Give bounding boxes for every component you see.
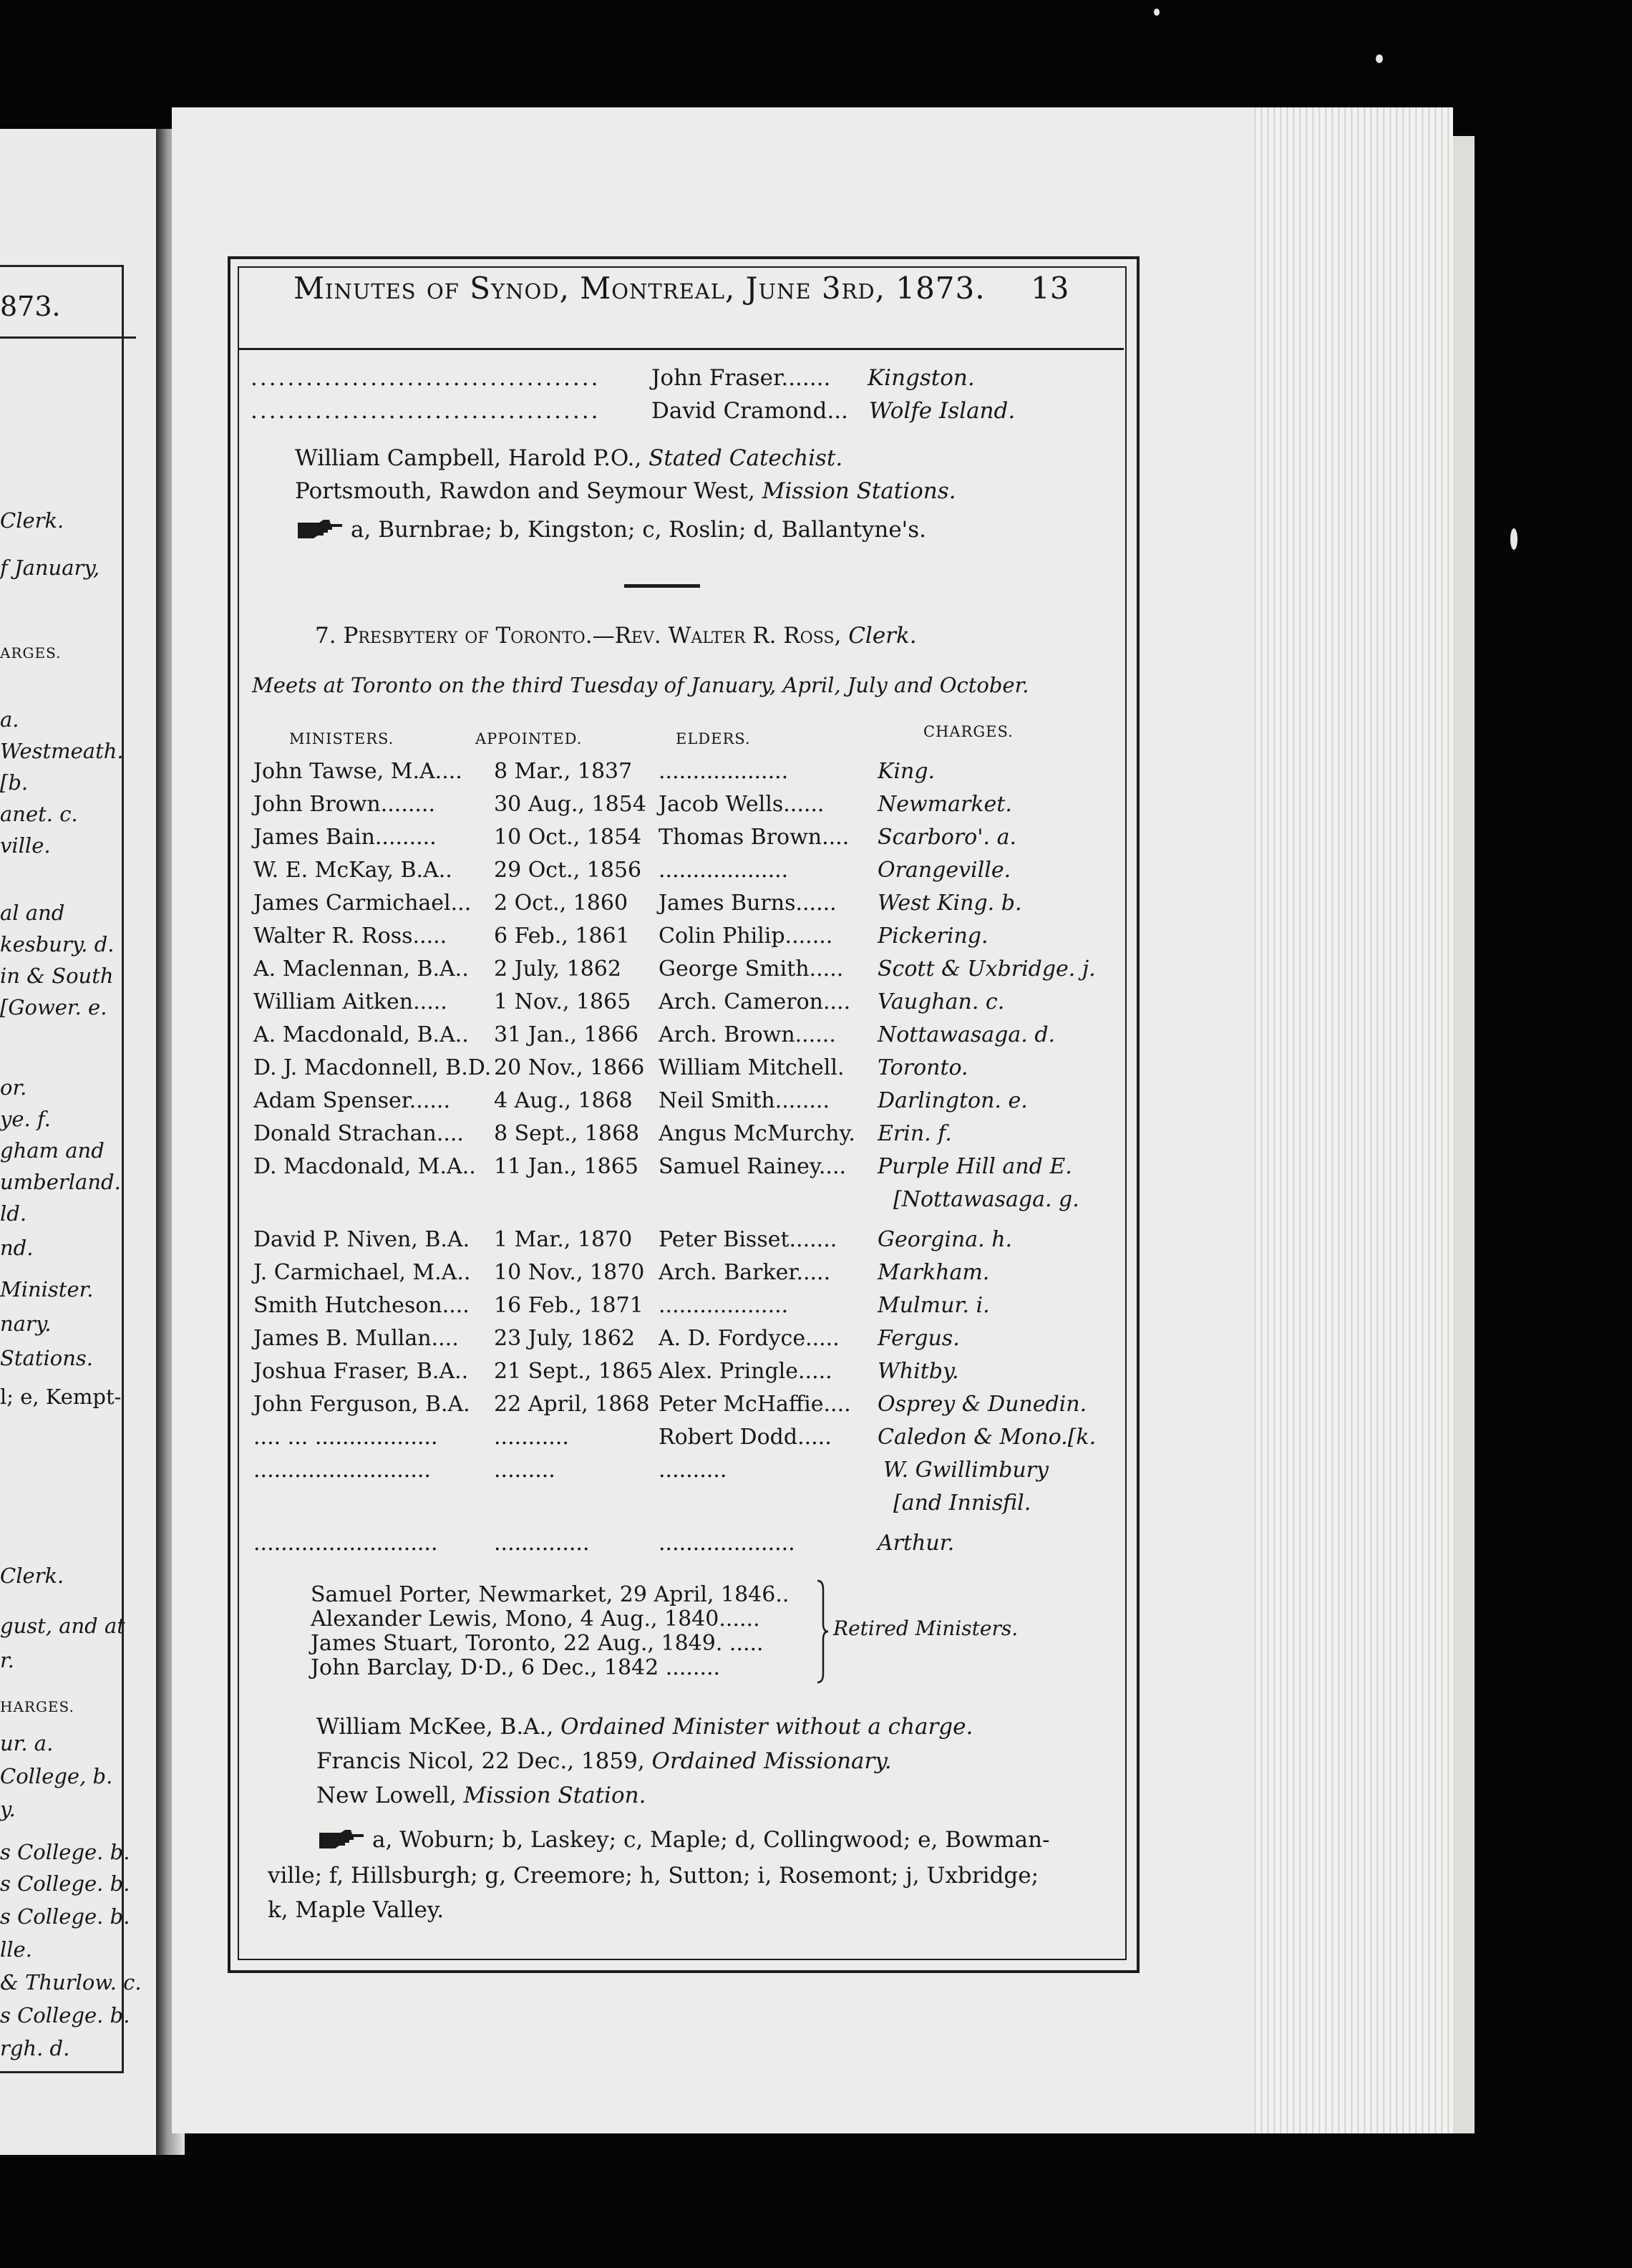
appointed-date: 23 July, 1862: [494, 1326, 636, 1351]
charge-name: Wolfe Island.: [869, 398, 1016, 424]
header-rule: [239, 348, 1124, 350]
retired-minister: James Stuart, Toronto, 22 Aug., 1849. .....: [311, 1631, 764, 1656]
charge-name: [Nottawasaga. g.: [893, 1187, 1079, 1212]
left-page-line: HARGES.: [0, 1698, 74, 1715]
mission-stations-line: [295, 478, 956, 504]
left-page-line: s College. b.: [0, 1840, 130, 1864]
left-page-line: & Thurlow. c.: [0, 1970, 142, 1995]
charge-name: Toronto.: [878, 1055, 968, 1080]
retired-label: Retired Ministers.: [833, 1617, 1019, 1640]
minister-name: Donald Strachan....: [253, 1121, 464, 1146]
catechist-role: Stated Catechist.: [649, 445, 843, 471]
minister-name: A. Maclennan, B.A..: [253, 956, 469, 982]
left-page-line: Westmeath.: [0, 739, 124, 763]
appointed-date: 2 Oct., 1860: [494, 891, 628, 916]
appointed-date: 4 Aug., 1868: [494, 1088, 633, 1113]
kingston-key: a, Burnbrae; b, Kingston; c, Roslin; d, Ballantyne's.: [351, 517, 926, 543]
minister-name: John Brown........: [253, 792, 436, 817]
charge-name: Purple Hill and E.: [878, 1154, 1072, 1179]
left-page-line: s College. b.: [0, 1871, 130, 1896]
charge-name: Arthur.: [878, 1531, 955, 1556]
charge-name: Scarboro'. a.: [878, 825, 1016, 850]
minister-name: William Aitken.....: [253, 989, 447, 1014]
left-page-frame: [0, 265, 124, 2073]
appointed-date: 2 July, 1862: [494, 956, 621, 982]
column-header-ministers: MINISTERS.: [289, 730, 394, 747]
appointed-date: 1 Mar., 1870: [494, 1227, 633, 1252]
charge-name: Orangeville.: [878, 858, 1011, 883]
elder-name: Angus McMurchy.: [659, 1121, 855, 1146]
presbytery-heading: [315, 623, 917, 649]
left-page-line: ur. a.: [0, 1731, 54, 1755]
left-page-line: s College. b.: [0, 1904, 130, 1929]
appointed-date: .........: [494, 1458, 555, 1483]
left-page-line: ville.: [0, 833, 51, 858]
toronto-key-line: [316, 1827, 1050, 1853]
appointed-date: 16 Feb., 1871: [494, 1293, 643, 1318]
left-facing-page: [0, 129, 159, 2155]
left-page-line: [Gower. e.: [0, 995, 107, 1019]
appointed-date: 29 Oct., 1856: [494, 858, 642, 883]
elder-name: James Burns......: [659, 891, 837, 916]
charge-name: Osprey & Dunedin.: [878, 1392, 1087, 1417]
left-page-line: nd.: [0, 1236, 34, 1260]
appointed-date: 11 Jan., 1865: [494, 1154, 638, 1179]
charge-name: Caledon & Mono.[k.: [878, 1425, 1097, 1450]
note-name: William McKee, B.A.,: [316, 1714, 561, 1740]
left-page-line: a.: [0, 707, 19, 732]
note-name: New Lowell,: [316, 1783, 464, 1808]
elder-name: Thomas Brown....: [659, 825, 850, 850]
note-desc: Mission Station.: [463, 1783, 646, 1808]
elder-name: George Smith.....: [659, 956, 844, 982]
left-page-line: s College. b.: [0, 2003, 130, 2027]
appointed-date: 1 Nov., 1865: [494, 989, 631, 1014]
left-page-line: ye. f.: [0, 1107, 51, 1131]
toronto-key-line: k, Maple Valley.: [268, 1897, 445, 1923]
appointed-date: 10 Nov., 1870: [494, 1260, 645, 1285]
minister-name: D. Macdonald, M.A..: [253, 1154, 476, 1179]
elder-name: John Fraser.......: [651, 365, 831, 391]
left-page-line: al and: [0, 901, 65, 925]
elder-name: Arch. Barker.....: [659, 1260, 831, 1285]
appointed-date: 8 Mar., 1837: [494, 759, 633, 784]
note-desc: Ordained Missionary.: [651, 1748, 892, 1774]
minister-name: ..........................: [253, 1458, 431, 1483]
elder-name: William Mitchell.: [659, 1055, 845, 1080]
left-page-line: College, b.: [0, 1764, 113, 1788]
charge-name: Fergus.: [878, 1326, 960, 1351]
elder-name: ..........: [659, 1458, 727, 1483]
left-page-line: ARGES.: [0, 644, 62, 662]
elder-name: Jacob Wells......: [659, 792, 825, 817]
charge-name: Mulmur. i.: [878, 1293, 990, 1318]
charge-name: West King. b.: [878, 891, 1022, 916]
appointed-date: 30 Aug., 1854: [494, 792, 646, 817]
elder-name: ....................: [659, 1531, 795, 1556]
left-page-line: rgh. d.: [0, 2036, 70, 2060]
meeting-schedule: Meets at Toronto on the third Tuesday of January, April, July and October.: [252, 673, 1029, 697]
charge-name: Kingston.: [868, 365, 975, 391]
left-page-line: umberland.: [0, 1170, 121, 1194]
left-page-line: [b.: [0, 770, 29, 795]
minister-name: James Bain.........: [253, 825, 437, 850]
minister-name: David P. Niven, B.A.: [253, 1227, 470, 1252]
elder-name: Alex. Pringle.....: [659, 1359, 832, 1384]
toronto-key-line: ville; f, Hillsburgh; g, Creemore; h, Sutton; i, Rosemont; j, Uxbridge;: [268, 1863, 1039, 1889]
elder-name: Peter Bisset.......: [659, 1227, 837, 1252]
catechist-line: [295, 445, 842, 471]
charge-name: Vaughan. c.: [878, 989, 1005, 1014]
minister-name: W. E. McKay, B.A..: [253, 858, 452, 883]
charge-name: [and Innisfil.: [893, 1491, 1031, 1516]
elder-name: Samuel Rainey....: [659, 1154, 847, 1179]
mission-label: Mission Stations.: [762, 478, 956, 504]
left-page-line: gust, and at: [0, 1614, 125, 1638]
left-page-line: r.: [0, 1648, 14, 1672]
note-name: Francis Nicol, 22 Dec., 1859,: [316, 1748, 652, 1774]
mission-places: Portsmouth, Rawdon and Seymour West,: [295, 478, 762, 504]
page-block-edges: [1224, 107, 1453, 2133]
charge-name: Georgina. h.: [878, 1227, 1013, 1252]
running-head: Minutes of Synod, Montreal, June 3rd, 1873.: [293, 271, 986, 306]
minister-name: Smith Hutcheson....: [253, 1293, 470, 1318]
elder-name: Colin Philip.......: [659, 924, 833, 949]
page-number: 13: [1031, 271, 1069, 306]
minister-name: A. Macdonald, B.A..: [253, 1022, 469, 1047]
left-page-line: anet. c.: [0, 802, 78, 826]
left-page-line: Clerk.: [0, 508, 64, 533]
note-desc: Ordained Minister without a charge.: [560, 1714, 973, 1740]
left-page-line: kesbury. d.: [0, 932, 115, 956]
elder-name: ...................: [659, 759, 789, 784]
note-line: [316, 1783, 646, 1808]
appointed-date: 10 Oct., 1854: [494, 825, 642, 850]
retired-minister: Alexander Lewis, Mono, 4 Aug., 1840......: [311, 1606, 760, 1632]
charge-name: King.: [878, 759, 936, 784]
retired-minister: John Barclay, D·D., 6 Dec., 1842 ........: [311, 1655, 721, 1680]
appointed-date: 22 April, 1868: [494, 1392, 650, 1417]
kingston-key-line: [295, 517, 926, 543]
note-line: [316, 1748, 892, 1774]
left-page-year: 873.: [0, 291, 61, 322]
elder-name: A. D. Fordyce.....: [659, 1326, 840, 1351]
appointed-date: 20 Nov., 1866: [494, 1055, 645, 1080]
minister-name: Joshua Fraser, B.A..: [253, 1359, 469, 1384]
left-page-line: ld.: [0, 1201, 27, 1226]
minister-name: James Carmichael...: [253, 891, 472, 916]
background-speck: [1510, 528, 1517, 550]
elder-name: Arch. Brown......: [659, 1022, 836, 1047]
appointed-date: ..............: [494, 1531, 590, 1556]
catechist-name: William Campbell, Harold P.O.,: [295, 445, 649, 471]
left-page-line: gham and: [0, 1138, 105, 1163]
elder-name: Robert Dodd.....: [659, 1425, 832, 1450]
elder-name: David Cramond...: [651, 398, 848, 424]
retired-minister: Samuel Porter, Newmarket, 29 April, 1846..: [311, 1582, 790, 1607]
presbytery-number: 7.: [315, 623, 344, 649]
left-page-line: or.: [0, 1075, 27, 1100]
left-page-line: Stations.: [0, 1346, 93, 1370]
note-line: [316, 1714, 973, 1740]
charge-name: Pickering.: [878, 924, 989, 949]
left-page-line: l; e, Kempt-: [0, 1385, 122, 1409]
appointed-date: 21 Sept., 1865: [494, 1359, 654, 1384]
elder-name: ...................: [659, 858, 789, 883]
background-speck: [1376, 54, 1383, 63]
charge-name: Nottawasaga. d.: [878, 1022, 1056, 1047]
presbytery-clerk: Clerk.: [848, 623, 917, 649]
column-header-elders: ELDERS.: [676, 730, 751, 747]
minister-name: ...........................: [253, 1531, 438, 1556]
left-page-line: Clerk.: [0, 1564, 64, 1588]
appointed-date: 31 Jan., 1866: [494, 1022, 638, 1047]
appointed-date: ...........: [494, 1425, 569, 1450]
minister-name: J. Carmichael, M.A..: [253, 1260, 471, 1285]
elder-name: Peter McHaffie....: [659, 1392, 851, 1417]
dot-leader: ......................................: [251, 365, 601, 391]
section-divider: [624, 584, 700, 588]
minister-name: John Tawse, M.A....: [253, 759, 462, 784]
appointed-date: 8 Sept., 1868: [494, 1121, 640, 1146]
left-page-line: nary.: [0, 1312, 52, 1336]
toronto-key: a, Woburn; b, Laskey; c, Maple; d, Collingwood; e, Bowman-: [372, 1827, 1050, 1853]
left-page-line: y.: [0, 1797, 16, 1821]
minister-name: D. J. Macdonnell, B.D.: [253, 1055, 492, 1080]
minister-name: Adam Spenser......: [253, 1088, 450, 1113]
brace-icon: [816, 1579, 829, 1684]
column-header-appointed: APPOINTED.: [475, 730, 583, 747]
appointed-date: 6 Feb., 1861: [494, 924, 630, 949]
minister-name: .... ... ..................: [253, 1425, 438, 1450]
charge-name: W. Gwillimbury: [883, 1458, 1049, 1483]
dot-leader: ......................................: [251, 398, 601, 424]
pointing-hand-icon: [295, 517, 344, 541]
left-page-line: Minister.: [0, 1277, 94, 1302]
charge-name: Newmarket.: [878, 792, 1012, 817]
minister-name: Walter R. Ross.....: [253, 924, 447, 949]
presbytery-name: Presbytery of Toronto.—Rev. Walter R. Ross,: [343, 623, 849, 649]
charge-name: Markham.: [878, 1260, 990, 1285]
charge-name: Whitby.: [878, 1359, 959, 1384]
charge-name: Erin. f.: [878, 1121, 952, 1146]
column-header-charges: CHARGES.: [923, 723, 1014, 740]
background-speck: [1154, 9, 1160, 16]
charge-name: Darlington. e.: [878, 1088, 1028, 1113]
minister-name: James B. Mullan....: [253, 1326, 459, 1351]
elder-name: Arch. Cameron....: [659, 989, 851, 1014]
left-page-line: lle.: [0, 1937, 32, 1962]
left-page-line: f January,: [0, 556, 100, 580]
elder-name: Neil Smith........: [659, 1088, 830, 1113]
minister-name: John Ferguson, B.A.: [253, 1392, 470, 1417]
charge-name: Scott & Uxbridge. j.: [878, 956, 1096, 982]
pointing-hand-icon: [316, 1827, 365, 1851]
left-page-line: in & South: [0, 964, 114, 988]
elder-name: ...................: [659, 1293, 789, 1318]
